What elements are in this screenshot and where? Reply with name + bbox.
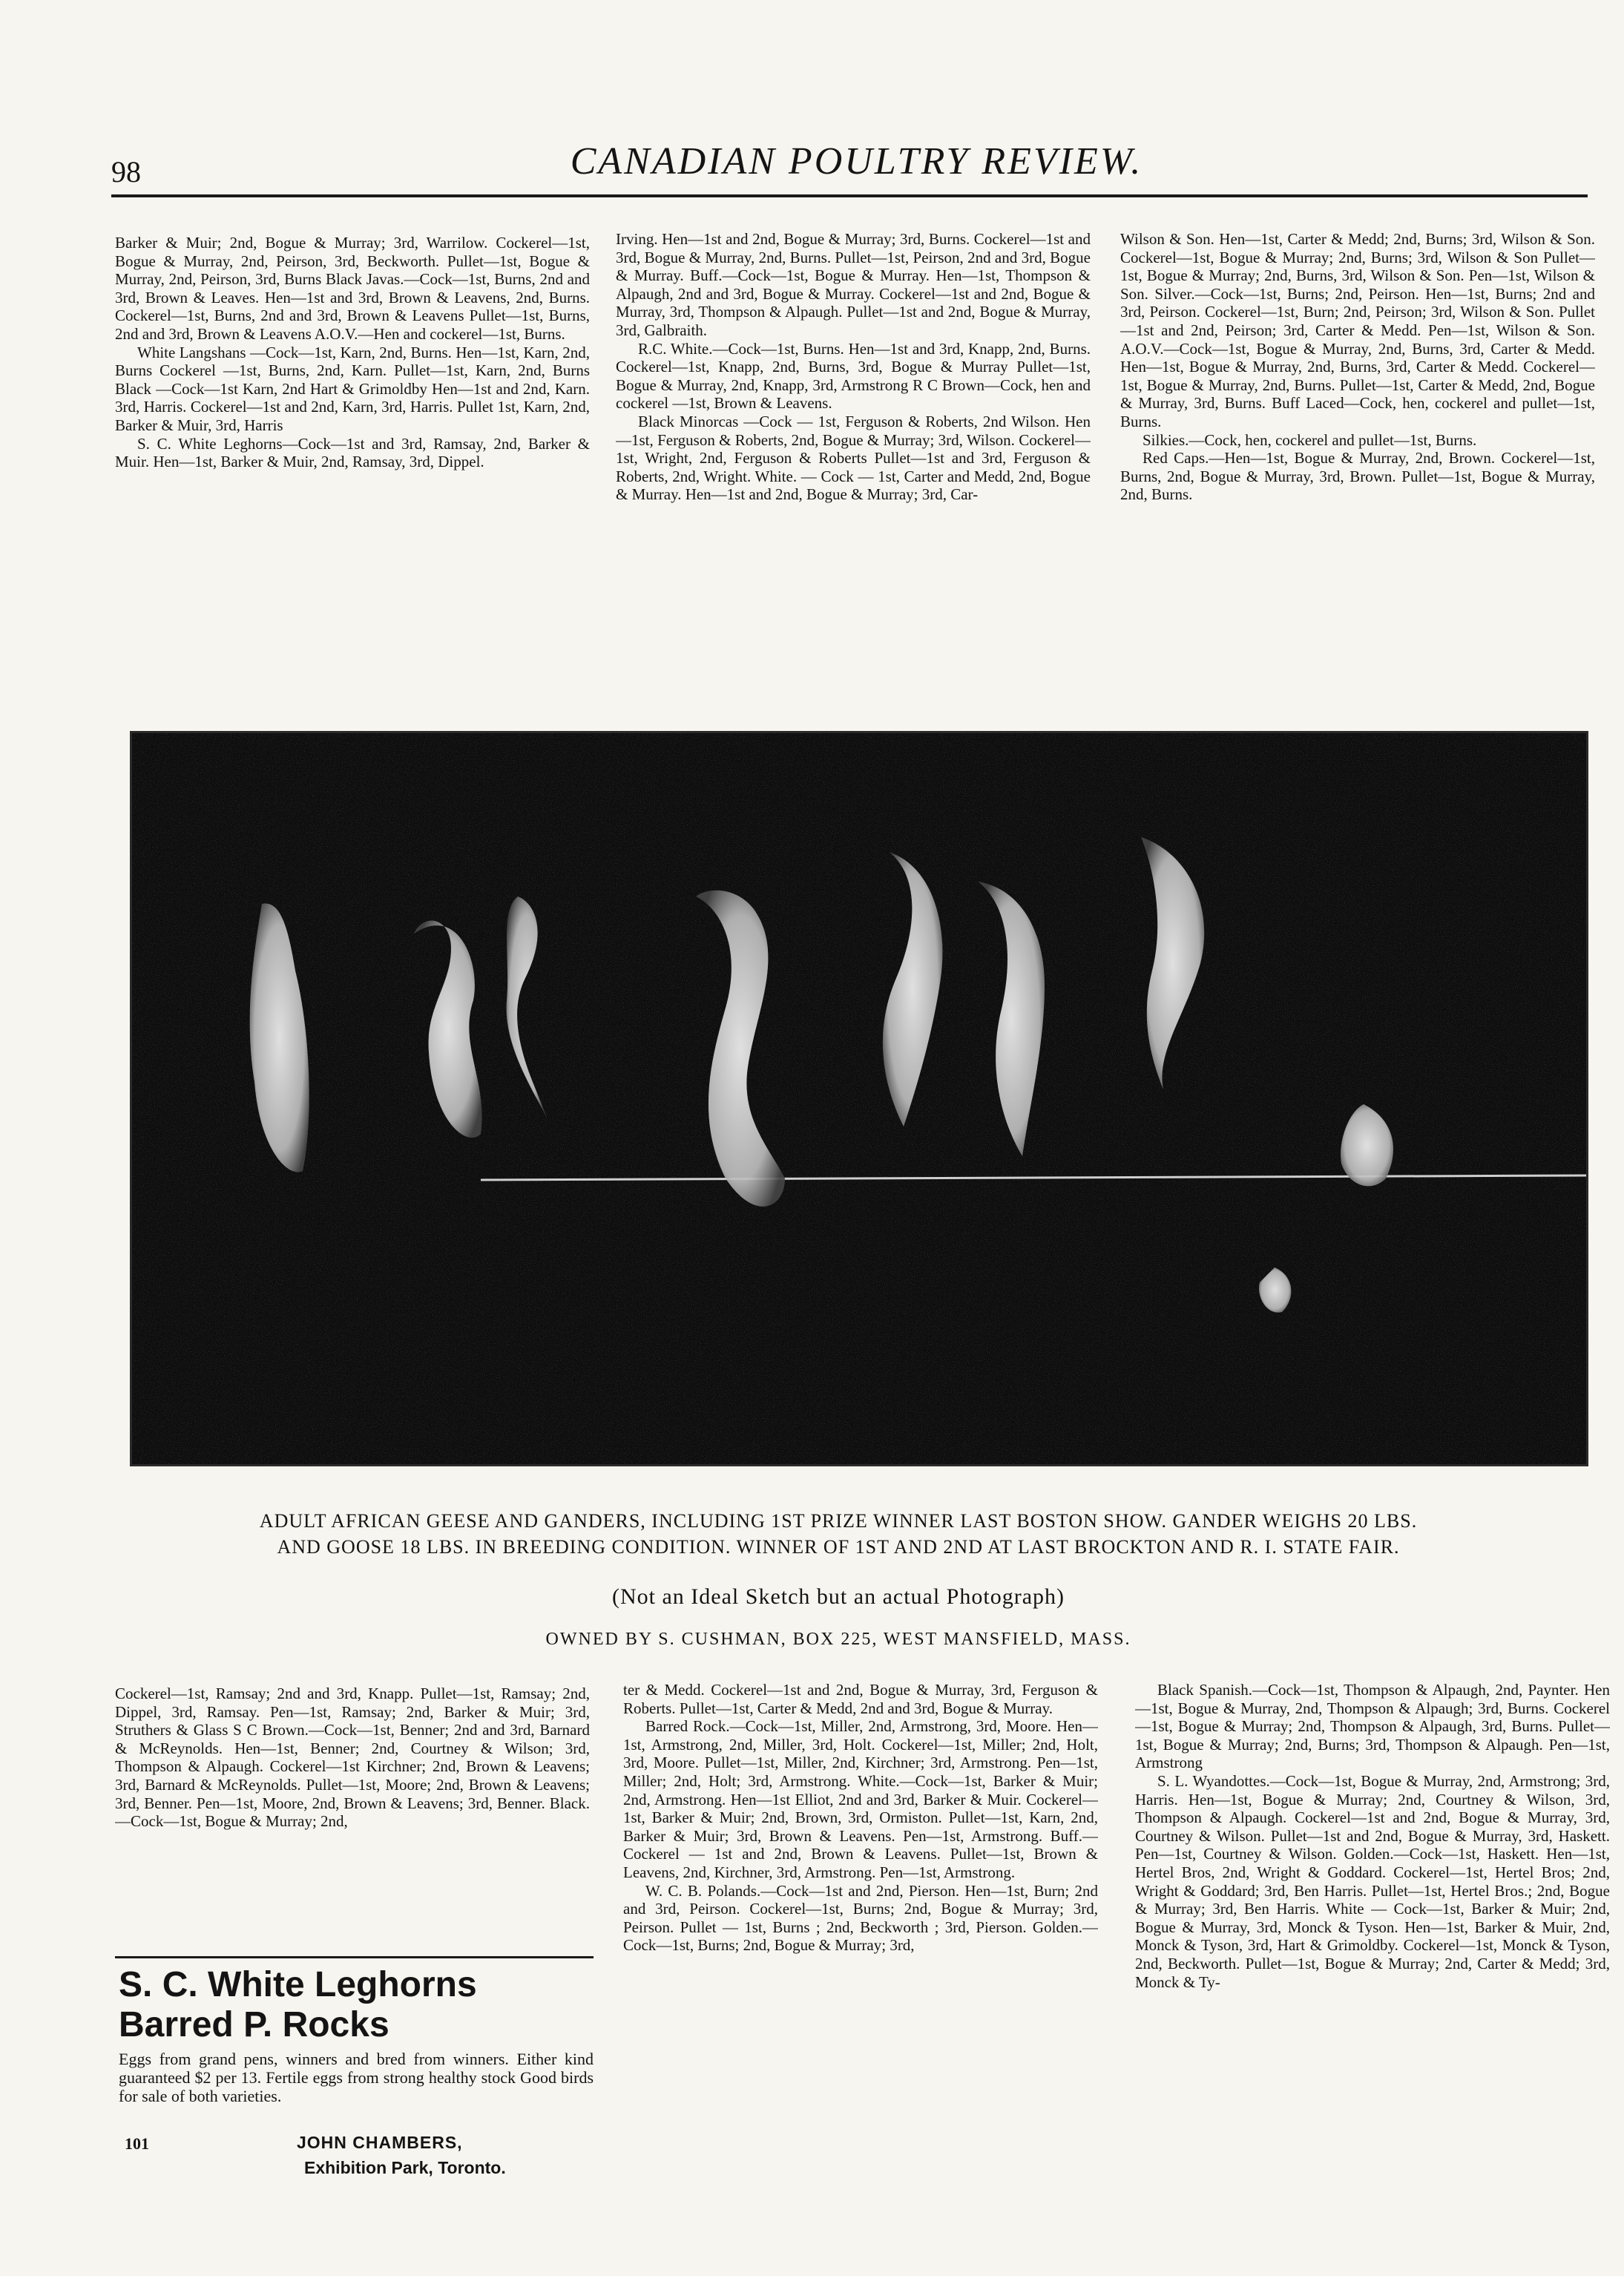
top-column-3: [1120, 230, 1595, 675]
geese-photo-image: [132, 733, 1586, 1464]
paragraph: ter & Medd. Cockerel—1st and 2nd, Bogue & Murray, 3rd, Ferguson & Roberts. Pullet—1st, Carter & Medd, 2nd and 3rd, Bogue & Murray.: [623, 1681, 1098, 1717]
header-rule: [111, 194, 1588, 197]
page-number: 98: [111, 155, 141, 188]
top-column-1: [115, 234, 590, 679]
paragraph: Silkies.—Cock, hen, cockerel and pullet—1st, Burns.: [1143, 430, 1477, 449]
photo-note: (Not an Ideal Sketch but an actual Photograph): [612, 1584, 1065, 1609]
paragraph: Black Minorcas —Cock — 1st, Ferguson & Roberts, 2nd Wilson. Hen—1st, Ferguson & Roberts, 2nd, Bogue & Murray; 3rd, Wilson. Cockerel—1st, Wright, 2nd, Ferguson & Roberts Pullet—1st and 3rd, Ferguson & Roberts, 2nd, Wright. White. — Cock — 1st, Carter and Medd, 2nd, Bogue & Murray. Hen—1st and 2nd, Bogue & Murray; 3rd, Car-: [616, 412, 1091, 504]
advertisement-top-rule: [115, 1956, 594, 1958]
paragraph: S. C. White Leghorns—Cock—1st and 3rd, Ramsay, 2nd, Barker & Muir. Hen—1st, Barker & Muir, 2nd, Ramsay, 3rd, Dippel.: [115, 434, 590, 471]
photo-caption-line-2: AND GOOSE 18 LBS. IN BREEDING CONDITION. WINNER OF 1ST AND 2ND AT LAST BROCKTON AND R. I. STATE FAIR.: [277, 1536, 1400, 1558]
paragraph: Red Caps.—Hen—1st, Bogue & Murray, 2nd, Brown. Cockerel—1st, Burns, 2nd, Bogue & Murray, 3rd, Brown. Pullet—1st, Bogue & Murray, 2nd, Burns.: [1120, 449, 1595, 504]
bottom-column-2: [623, 1681, 1098, 2245]
photo-caption-line-1: ADULT AFRICAN GEESE AND GANDERS, INCLUDING 1ST PRIZE WINNER LAST BOSTON SHOW. GANDER WEIGHS 20 LBS.: [259, 1510, 1418, 1532]
geese-photograph: [130, 731, 1588, 1466]
photo-owner: OWNED BY S. CUSHMAN, BOX 225, WEST MANSFIELD, MASS.: [545, 1630, 1131, 1649]
paragraph: R.C. White.—Cock—1st, Burns. Hen—1st and 3rd, Knapp, 2nd, Burns. Cockerel—1st, Knapp, 2nd, Burns, 3rd, Bogue & Murray Pullet—1st, Bogue & Murray, 2nd, Knapp, 3rd, Armstrong R C Brown—Cock, hen and cockerel —1st, Brown & Leavens.: [616, 339, 1091, 413]
advertisement-number: 101: [125, 2134, 149, 2153]
paragraph: S. L. Wyandottes.—Cock—1st, Bogue & Murray, 2nd, Armstrong; 3rd, Harris. Hen—1st, Bogue & Murray; 2nd, Courtney & Wilson, 3rd, Thompson & Alpaugh. Cockerel—1st and 2nd, Bogue & Murray, 3rd, Courtney & Wilson. Pullet—1st and 2nd, Bogue & Murray, 3rd, Haskett. Pen—1st, Courtney & Wilson. Golden.—Cock—1st, Haskett. Hen—1st, Hertel Bros, 2nd, Wright & Goddard. Cockerel—1st, Hertel Bros; 2nd, Wright & Goddard; 3rd, Ben Harris. Pullet—1st, Hertel Bros.; 2nd, Bogue & Murray; 3rd, Ben Harris. White — Cock—1st, Barker & Muir; 2nd, Bogue & Murray, 3rd, Monck & Tyson. Hen—1st, Barker & Muir, 2nd, Monck & Tyson, 3rd, Hart & Grimoldby. Cockerel—1st, Monck & Tyson, 2nd, Beckworth. Pullet—1st, Bogue & Murray; 2nd, Carter & Medd; 3rd, Monck & Ty-: [1135, 1771, 1610, 1991]
bottom-column-1: [115, 1685, 590, 1937]
paragraph: White Langshans —Cock—1st, Karn, 2nd, Burns. Hen—1st, Karn, 2nd, Burns Cockerel —1st, Burns, 2nd, Karn. Pullet—1st, Karn, 2nd, Burns Black —Cock—1st Karn, 2nd Hart & Grimoldby Hen—1st and 2nd, Karn. 3rd, Harris. Cockerel—1st and 2nd, Karn, 3rd, Harris. Pullet 1st, Karn, 2nd, Barker & Muir, 3rd, Harris: [115, 343, 590, 434]
bottom-column-3: [1135, 1681, 1610, 2245]
advertisement-title-1: S. C. White Leghorns: [119, 1965, 477, 2004]
paragraph: Black Spanish.—Cock—1st, Thompson & Alpaugh, 2nd, Paynter. Hen—1st, Bogue & Murray, 2nd, Thompson & Alpaugh; 3rd, Burns. Cockerel—1st, Bogue & Murray; 2nd, Thompson & Alpaugh, 3rd, Burns. Pullet—1st, Bogue & Murray; 2nd, Burns; 3rd, Thompson & Alpaugh. Pen—1st, Armstrong: [1135, 1681, 1610, 1772]
advertiser-address: Exhibition Park, Toronto.: [304, 2158, 506, 2177]
paragraph: Wilson & Son. Hen—1st, Carter & Medd; 2nd, Burns; 3rd, Wilson & Son. Cockerel—1st, Bogue & Murray; 2nd, Burns; 3rd, Wilson & Son Pullet—1st, Bogue & Murray; 2nd, Burns, 3rd, Wilson & Son. Pen—1st, Wilson & Son. Silver.—Cock—1st, Burns; 2nd, Peirson. Hen—1st, Burns; 2nd and 3rd, Peirson. Cockerel—1st, Burn; 2nd, Peirson; 3rd, Wilson & Son. Pullet—1st and 2nd, Peirson; 3rd, Carter & Medd. Pen—1st, Wilson & Son. A.O.V.—Cock—1st, Bogue & Murray, 2nd, Burns, 3rd, Carter & Medd. Hen—1st, Bogue & Murray, 2nd, Burns, 3rd, Carter & Medd. Cockerel—1st, Bogue & Murray, 2nd, Burns. Pullet—1st, Carter & Medd, 2nd, Bogue & Murray, 3rd, Burns. Buff Laced—Cock, hen, cockerel and pullet—1st, Burns.: [1120, 230, 1595, 430]
paragraph: Barred Rock.—Cock—1st, Miller, 2nd, Armstrong, 3rd, Moore. Hen—1st, Armstrong, 2nd, Miller, 3rd, Holt. Cockerel—1st, Miller; 2nd, Holt, 3rd, Moore. Pullet—1st, Miller, 2nd, Kirchner; 3rd, Armstrong. Pen—1st, Miller; 2nd, Holt; 3rd, Armstrong. White.—Cock—1st, Barker & Muir; 2nd, Armstrong. Hen—1st Elliot, 2nd and 3rd, Barker & Muir. Cockerel—1st, Barker & Muir; 2nd, Brown, 3rd, Ormiston. Pullet—1st, Karn, 2nd, Barker & Muir; 3rd, Brown & Leavens. Pen—1st, Armstrong. Buff.—Cockerel — 1st and 2nd, Brown & Leavens. Pullet—1st, Brown & Leavens, 2nd, Kirchner, 3rd, Armstrong. Pen—1st, Armstrong.: [623, 1717, 1098, 1881]
paragraph: W. C. B. Polands.—Cock—1st and 2nd, Pierson. Hen—1st, Burn; 2nd and 3rd, Peirson. Cockerel—1st, Burns; 2nd, Bogue & Murray; 3rd, Peirson. Pullet — 1st, Burns ; 2nd, Beckworth ; 3rd, Pierson. Golden.—Cock—1st, Burns; 2nd, Bogue & Murray; 3rd,: [623, 1881, 1098, 1955]
advertisement-body: Eggs from grand pens, winners and bred from winners. Either kind guaranteed $2 per 13. Fertile eggs from strong healthy stock Good birds for sale of both varieties.: [119, 2050, 594, 2105]
running-head: CANADIAN POULTRY REVIEW.: [570, 140, 1143, 183]
advertiser-name: JOHN CHAMBERS,: [297, 2133, 463, 2152]
top-column-2: [616, 230, 1091, 675]
paragraph: Cockerel—1st, Ramsay; 2nd and 3rd, Knapp. Pullet—1st, Ramsay; 2nd, Dippel, 3rd, Ramsay. Pen—1st, Ramsay; 2nd, Barker & Muir; 3rd, Struthers & Glass S C Brown.—Cock—1st, Benner; 2nd and 3rd, Barnard & McReynolds. Hen—1st, Benner; 2nd, Courtney & Wilson; 3rd, Thompson & Alpaugh. Cockerel—1st Kirchner; 2nd, Brown & Leavens; 3rd, Barnard & McReynolds. Pullet—1st, Moore; 2nd, Brown & Leavens; 3rd, Benner. Pen—1st, Moore, 2nd, Brown & Leavens; 3rd, Benner. Black.—Cock—1st, Bogue & Murray; 2nd,: [115, 1685, 590, 1831]
paragraph: Barker & Muir; 2nd, Bogue & Murray; 3rd, Warrilow. Cockerel—1st, Bogue & Murray, 2nd, Peirson, 3rd, Beckworth. Pullet—1st, Bogue & Murray, 2nd, Peirson, 3rd, Burns Black Javas.—Cock—1st, Burns, 2nd and 3rd, Brown & Leaves. Hen—1st and 3rd, Brown & Leavens, 2nd, Burns. Cockerel—1st, Burns, 2nd and 3rd, Brown & Leavens Pullet—1st, Burns, 2nd and 3rd, Brown & Leavens A.O.V.—Hen and cockerel—1st, Burns.: [115, 234, 590, 343]
advertisement-title-2: Barred P. Rocks: [119, 2005, 389, 2044]
paragraph: Irving. Hen—1st and 2nd, Bogue & Murray; 3rd, Burns. Cockerel—1st and 3rd, Bogue & Murray, 2nd, Burns. Pullet—1st, Peirson, 2nd and 3rd, Bogue & Murray. Buff.—Cock—1st, Bogue & Murray. Hen—1st, Thompson & Alpaugh, 2nd and 3rd, Bogue & Murray. Cockerel—1st and 2nd, Bogue & Murray, 3rd, Thompson & Alpaugh. Pullet—1st and 2nd, Bogue & Murray, 3rd, Galbraith.: [616, 230, 1091, 339]
